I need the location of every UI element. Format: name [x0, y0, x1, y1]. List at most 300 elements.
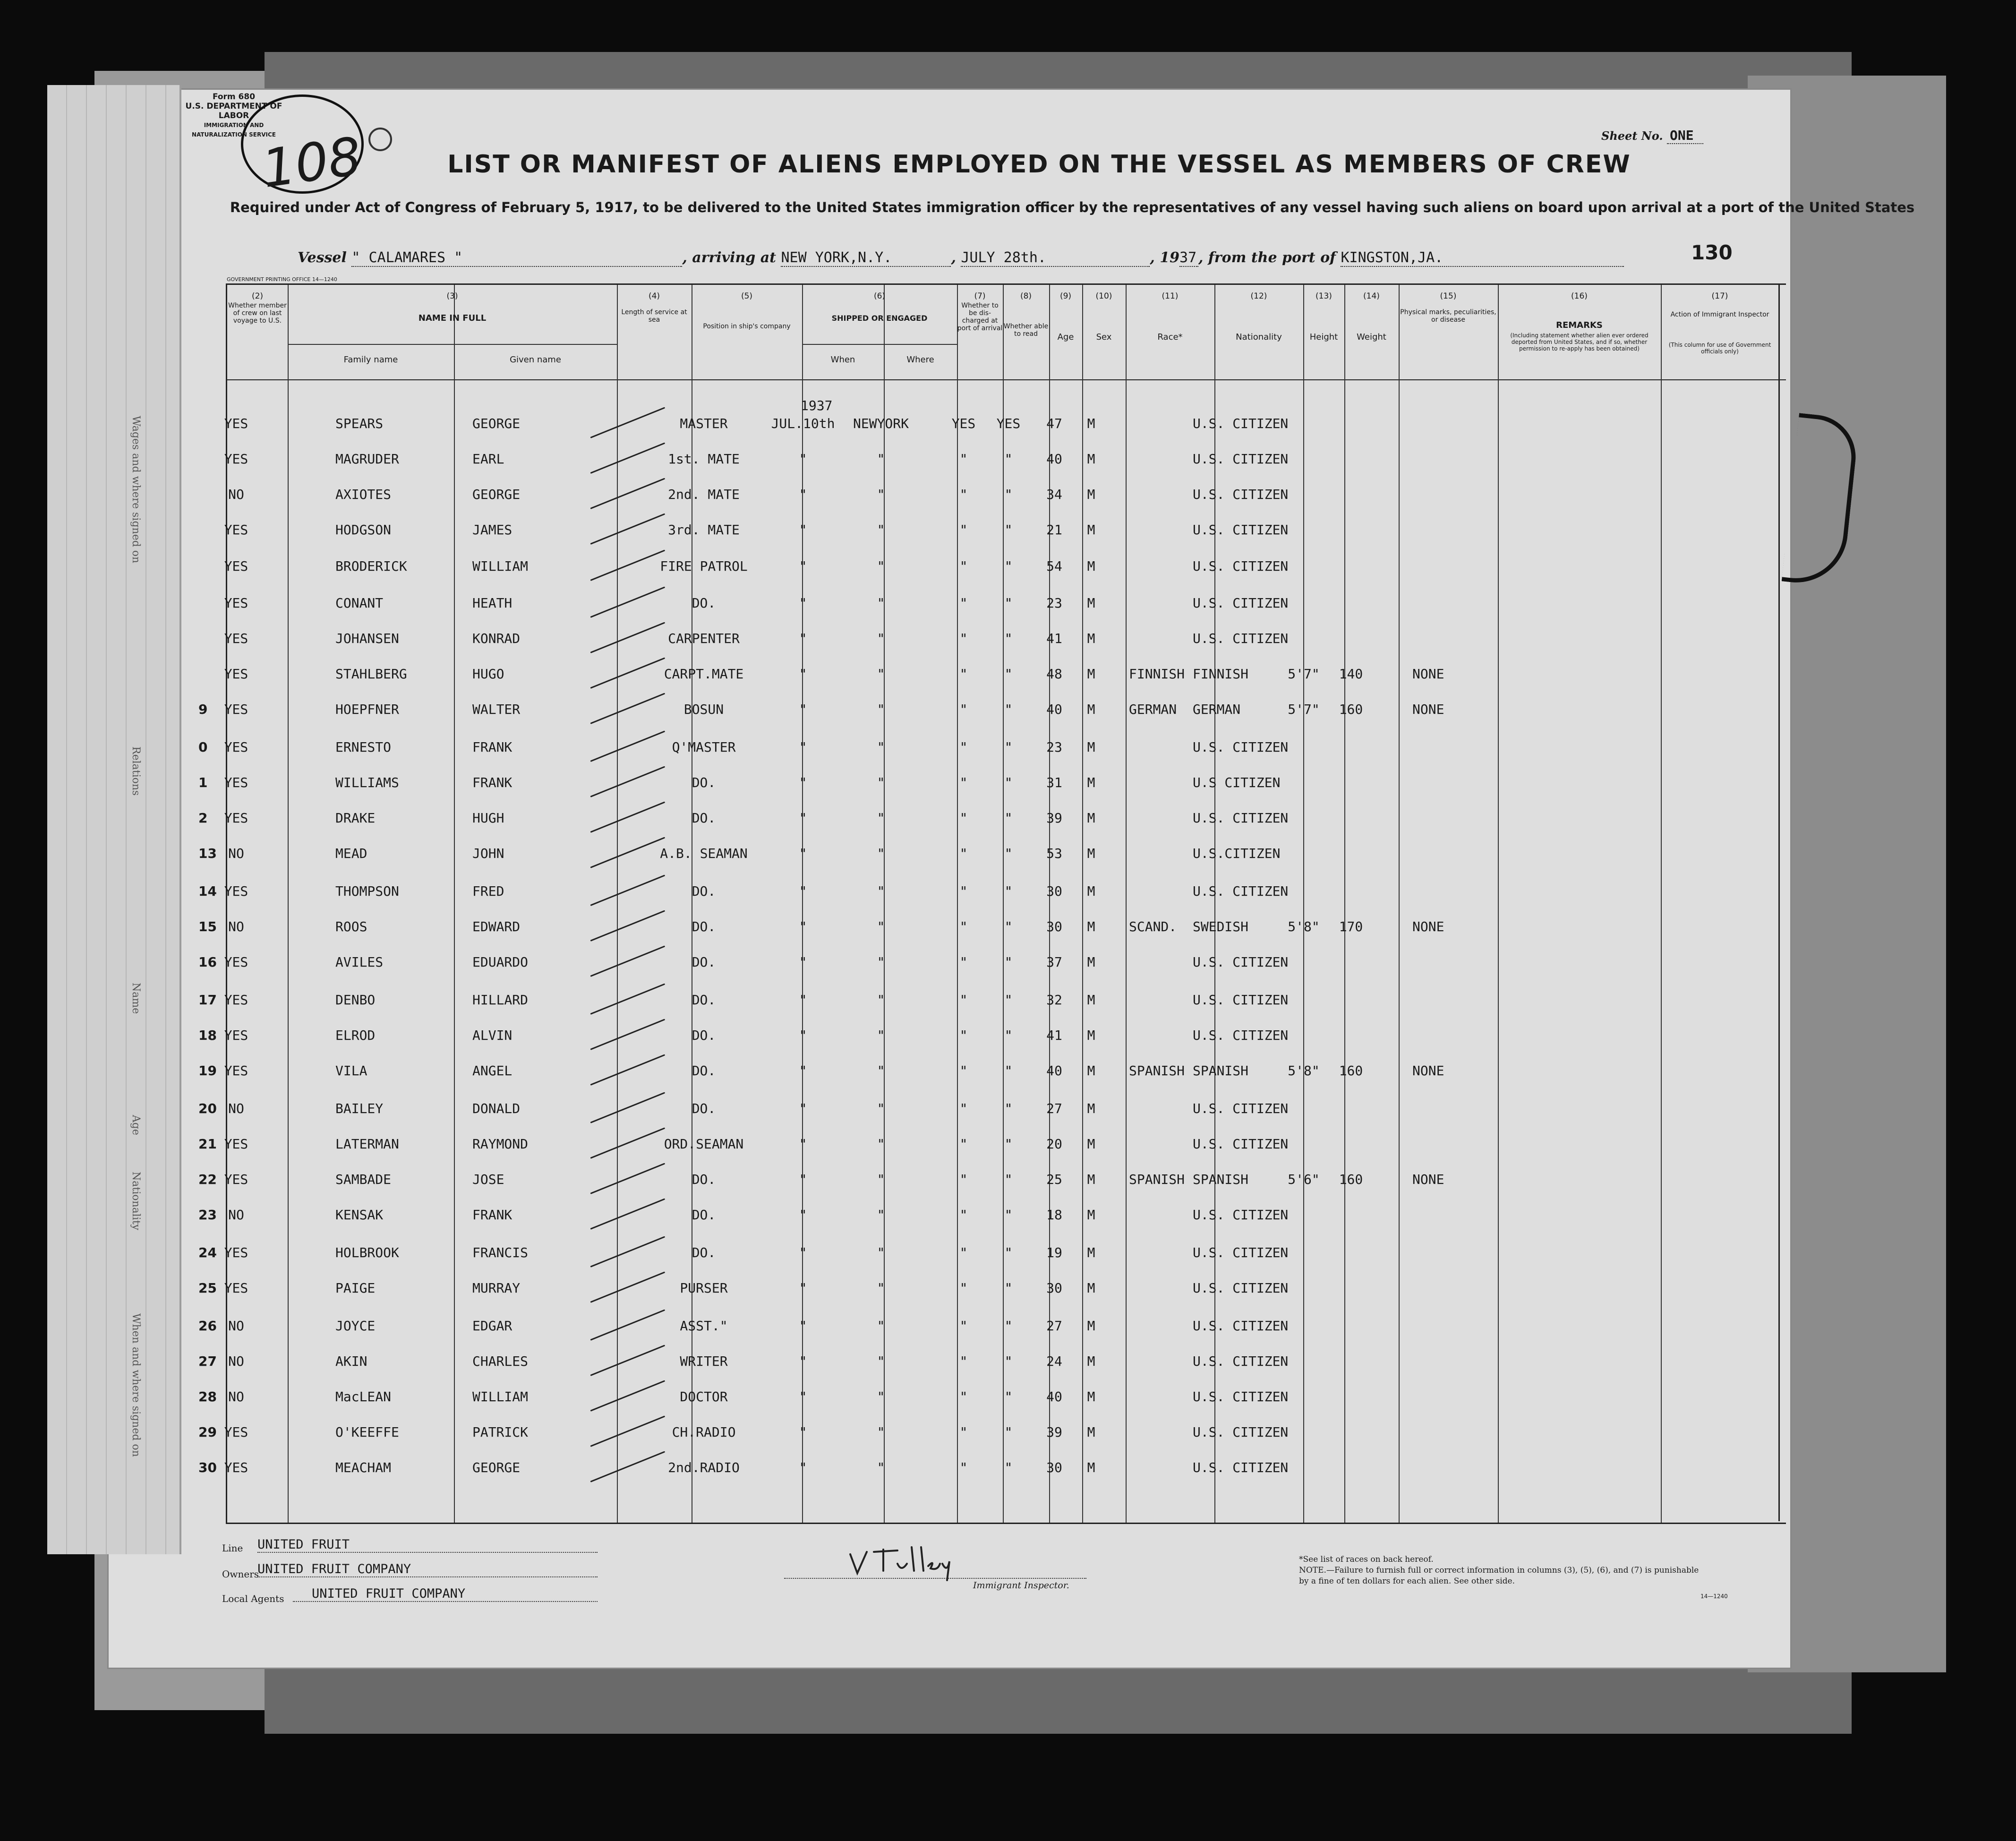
- row-number: 20: [198, 1101, 217, 1116]
- discharged-cell: ": [959, 846, 968, 861]
- sex-cell: M: [1087, 666, 1095, 682]
- shipped-when-cell: ": [799, 954, 807, 970]
- row-number: 15: [198, 919, 217, 934]
- height-cell: 5'7": [1288, 666, 1320, 682]
- col-9-number: (9): [1059, 291, 1072, 301]
- year-suffix: 37: [1179, 249, 1198, 267]
- family-name-cell: LATERMAN: [335, 1136, 399, 1152]
- shipped-where-cell: ": [877, 451, 885, 467]
- family-name-cell: MEAD: [335, 846, 367, 861]
- shipped-when-cell: ": [799, 451, 807, 467]
- family-name-cell: BRODERICK: [335, 558, 407, 574]
- age-cell: 41: [1046, 631, 1062, 646]
- owner-label: Owners: [222, 1568, 259, 1580]
- col-10-header: Sex: [1096, 332, 1112, 342]
- shipped-when-cell: JUL.10th: [771, 416, 835, 431]
- able-to-read-cell: ": [1004, 487, 1013, 502]
- shipped-when-cell: ": [799, 1063, 807, 1079]
- col-9-header: Age: [1057, 332, 1074, 342]
- nationality-cell: U.S CITIZEN: [1193, 775, 1281, 790]
- shipped-where-cell: ": [877, 954, 885, 970]
- page-subtitle: Required under Act of Congress of February 5, 1917, to be delivered to the United States immigration officer by the representatives of any vessel having such aliens on board upon arrival at a port of the United States: [230, 199, 1915, 215]
- nationality-cell: SPANISH: [1193, 1063, 1249, 1079]
- family-name-cell: MacLEAN: [335, 1389, 392, 1404]
- sex-cell: M: [1087, 846, 1095, 861]
- given-name-cell: JOHN: [472, 846, 504, 861]
- discharged-cell: ": [959, 883, 968, 899]
- shipped-where-cell: ": [877, 1353, 885, 1369]
- position-cell: CARPENTER: [668, 631, 740, 646]
- flap-label: Age: [130, 1115, 142, 1135]
- row-number: 29: [198, 1424, 217, 1440]
- col-3-family: Family name: [343, 355, 398, 365]
- given-name-cell: GEORGE: [472, 416, 521, 431]
- table-row: [0, 992, 2016, 1020]
- able-to-read-cell: ": [1004, 1136, 1013, 1152]
- owner-value: UNITED FRUIT COMPANY: [257, 1562, 598, 1577]
- shipped-where-cell: ": [877, 1063, 885, 1079]
- shipped-when-cell: ": [799, 992, 807, 1008]
- shipped-where-cell: ": [877, 846, 885, 861]
- sex-cell: M: [1087, 1101, 1095, 1116]
- nationality-cell: U.S. CITIZEN: [1193, 1280, 1289, 1296]
- family-name-cell: JOHANSEN: [335, 631, 399, 646]
- printing-office: GOVERNMENT PRINTING OFFICE 14—1240: [227, 276, 337, 283]
- nationality-cell: U.S. CITIZEN: [1193, 631, 1289, 646]
- age-cell: 27: [1046, 1318, 1062, 1334]
- able-to-read-cell: ": [1004, 1172, 1013, 1187]
- nationality-cell: FINNISH: [1193, 666, 1249, 682]
- shipped-where-cell: ": [877, 739, 885, 755]
- family-name-cell: AKIN: [335, 1353, 367, 1369]
- sex-cell: M: [1087, 1207, 1095, 1223]
- row-number: 16: [198, 954, 217, 970]
- marks-cell: NONE: [1412, 666, 1444, 682]
- able-to-read-cell: ": [1004, 1353, 1013, 1369]
- position-cell: 3rd. MATE: [668, 522, 740, 538]
- sex-cell: M: [1087, 1280, 1095, 1296]
- able-to-read-cell: ": [1004, 846, 1013, 861]
- able-to-read-cell: ": [1004, 1101, 1013, 1116]
- able-to-read-cell: ": [1004, 919, 1013, 934]
- given-name-cell: HILLARD: [472, 992, 529, 1008]
- shipped-when-cell: ": [799, 1207, 807, 1223]
- shipped-when-cell: ": [799, 1136, 807, 1152]
- sex-cell: M: [1087, 1063, 1095, 1079]
- nationality-cell: U.S. CITIZEN: [1193, 1424, 1289, 1440]
- able-to-read-cell: ": [1004, 810, 1013, 826]
- position-cell: BOSUN: [683, 702, 724, 717]
- row-number: 19: [198, 1063, 217, 1079]
- shipped-where-cell: ": [877, 1245, 885, 1260]
- prev-voyage-cell: YES: [224, 595, 248, 611]
- position-cell: MASTER: [680, 416, 728, 431]
- table-row: [0, 631, 2016, 659]
- table-row: [0, 487, 2016, 515]
- discharged-cell: ": [959, 739, 968, 755]
- nationality-cell: U.S. CITIZEN: [1193, 810, 1289, 826]
- table-row: [0, 595, 2016, 624]
- prev-voyage-cell: YES: [224, 883, 248, 899]
- able-to-read-cell: ": [1004, 1245, 1013, 1260]
- position-cell: 1st. MATE: [668, 451, 740, 467]
- prev-voyage-cell: YES: [224, 558, 248, 574]
- prev-voyage-cell: YES: [224, 992, 248, 1008]
- position-cell: DOCTOR: [680, 1389, 728, 1404]
- height-cell: 5'7": [1288, 702, 1320, 717]
- sex-cell: M: [1087, 1245, 1095, 1260]
- table-row: [0, 702, 2016, 730]
- able-to-read-cell: ": [1004, 1460, 1013, 1475]
- col-13-header: Height: [1309, 332, 1338, 342]
- discharged-cell: ": [959, 1318, 968, 1334]
- nationality-cell: U.S. CITIZEN: [1193, 558, 1289, 574]
- shipped-where-cell: ": [877, 631, 885, 646]
- prev-voyage-cell: NO: [228, 1318, 244, 1334]
- nationality-cell: GERMAN: [1193, 702, 1241, 717]
- able-to-read-cell: ": [1004, 666, 1013, 682]
- able-to-read-cell: ": [1004, 595, 1013, 611]
- col-3-header: NAME IN FULL: [418, 313, 487, 323]
- shipped-when-cell: ": [799, 1101, 807, 1116]
- col-16-number: (16): [1571, 291, 1588, 301]
- nationality-cell: U.S. CITIZEN: [1193, 1101, 1289, 1116]
- sex-cell: M: [1087, 1389, 1095, 1404]
- shipped-when-cell: ": [799, 1389, 807, 1404]
- age-cell: 40: [1046, 1063, 1062, 1079]
- nationality-cell: U.S. CITIZEN: [1193, 1318, 1289, 1334]
- prev-voyage-cell: NO: [228, 1207, 244, 1223]
- able-to-read-cell: ": [1004, 1028, 1013, 1043]
- shipped-where-cell: ": [877, 1207, 885, 1223]
- shipped-where-cell: ": [877, 1280, 885, 1296]
- age-cell: 23: [1046, 595, 1062, 611]
- position-cell: ORD.SEAMAN: [664, 1136, 744, 1152]
- shipped-when-cell: ": [799, 1318, 807, 1334]
- table-row: [0, 1389, 2016, 1417]
- header-rule: [227, 379, 1786, 380]
- table-row: [0, 846, 2016, 874]
- discharged-cell: ": [959, 451, 968, 467]
- prev-voyage-cell: YES: [224, 1424, 248, 1440]
- position-cell: DO.: [692, 992, 716, 1008]
- sex-cell: M: [1087, 487, 1095, 502]
- shipped-where-cell: ": [877, 1460, 885, 1475]
- sex-cell: M: [1087, 919, 1095, 934]
- age-cell: 25: [1046, 1172, 1062, 1187]
- col-12-number: (12): [1250, 291, 1267, 301]
- table-row: [0, 1136, 2016, 1165]
- shipped-where-cell: ": [877, 883, 885, 899]
- age-cell: 23: [1046, 739, 1062, 755]
- family-name-cell: ELROD: [335, 1028, 376, 1043]
- col-7-header: Whether to be dis-charged at port of arrival: [957, 302, 1003, 332]
- position-cell: DO.: [692, 1172, 716, 1187]
- nationality-cell: U.S. CITIZEN: [1193, 522, 1289, 538]
- row-number: 17: [198, 992, 217, 1008]
- given-name-cell: FRED: [472, 883, 504, 899]
- shipped-where-cell: ": [877, 992, 885, 1008]
- able-to-read-cell: ": [1004, 739, 1013, 755]
- given-name-cell: JOSE: [472, 1172, 504, 1187]
- prev-voyage-cell: YES: [224, 702, 248, 717]
- nationality-cell: U.S. CITIZEN: [1193, 595, 1289, 611]
- table-row: [0, 1172, 2016, 1200]
- shipped-where-cell: ": [877, 1028, 885, 1043]
- able-to-read-cell: YES: [996, 416, 1021, 431]
- shipped-when-cell: ": [799, 1460, 807, 1475]
- age-cell: 21: [1046, 522, 1062, 538]
- sex-cell: M: [1087, 739, 1095, 755]
- shipped-where-cell: ": [877, 919, 885, 934]
- family-name-cell: HODGSON: [335, 522, 392, 538]
- shipped-when-cell: ": [799, 522, 807, 538]
- position-cell: WRITER: [680, 1353, 728, 1369]
- given-name-cell: GEORGE: [472, 1460, 521, 1475]
- position-cell: CH.RADIO: [672, 1424, 736, 1440]
- department-name: U.S. DEPARTMENT OF LABOR: [185, 102, 282, 120]
- height-cell: 5'6": [1288, 1172, 1320, 1187]
- sex-cell: M: [1087, 883, 1095, 899]
- shipped-where-cell: ": [877, 1136, 885, 1152]
- able-to-read-cell: ": [1004, 883, 1013, 899]
- nationality-cell: U.S. CITIZEN: [1193, 487, 1289, 502]
- arriving-label: , arriving at: [682, 249, 777, 266]
- given-name-cell: FRANK: [472, 1207, 513, 1223]
- position-cell: DO.: [692, 1245, 716, 1260]
- prev-voyage-cell: YES: [224, 631, 248, 646]
- able-to-read-cell: ": [1004, 522, 1013, 538]
- sex-cell: M: [1087, 775, 1095, 790]
- prev-voyage-cell: YES: [224, 451, 248, 467]
- shipped-when-cell: ": [799, 739, 807, 755]
- table-row: [0, 1245, 2016, 1273]
- col-10-number: (10): [1095, 291, 1112, 301]
- year-note: 1937: [801, 398, 833, 413]
- prev-voyage-cell: YES: [224, 739, 248, 755]
- family-name-cell: MAGRUDER: [335, 451, 399, 467]
- shipped-where-cell: ": [877, 522, 885, 538]
- family-name-cell: ROOS: [335, 919, 367, 934]
- nationality-cell: U.S. CITIZEN: [1193, 883, 1289, 899]
- shipped-when-cell: ": [799, 702, 807, 717]
- prev-voyage-cell: YES: [224, 1063, 248, 1079]
- col-17-header: Action of Immigrant Inspector: [1670, 311, 1769, 318]
- col-7-number: (7): [974, 291, 986, 301]
- shipped-where-cell: ": [877, 775, 885, 790]
- shipped-when-cell: ": [799, 487, 807, 502]
- position-cell: DO.: [692, 1101, 716, 1116]
- sex-cell: M: [1087, 1172, 1095, 1187]
- table-row: [0, 1063, 2016, 1091]
- weight-cell: 170: [1339, 919, 1363, 934]
- col-5-header: Position in ship's company: [703, 323, 791, 330]
- shipped-where-cell: ": [877, 666, 885, 682]
- family-name-cell: PAIGE: [335, 1280, 376, 1296]
- shipped-where-cell: ": [877, 1172, 885, 1187]
- age-cell: 30: [1046, 1460, 1062, 1475]
- given-name-cell: MURRAY: [472, 1280, 521, 1296]
- sex-cell: M: [1087, 558, 1095, 574]
- given-name-cell: DONALD: [472, 1101, 521, 1116]
- prev-voyage-cell: NO: [228, 1353, 244, 1369]
- shipped-where-cell: ": [877, 487, 885, 502]
- discharged-cell: ": [959, 1424, 968, 1440]
- age-cell: 53: [1046, 846, 1062, 861]
- family-name-cell: HOEPFNER: [335, 702, 399, 717]
- sex-cell: M: [1087, 416, 1095, 431]
- discharged-cell: ": [959, 631, 968, 646]
- line-label: Line: [222, 1542, 243, 1554]
- table-row: [0, 1353, 2016, 1382]
- col-17-subheader: (This column for use of Government officials only): [1668, 342, 1771, 355]
- col-17-number: (17): [1711, 291, 1728, 301]
- sex-cell: M: [1087, 1424, 1095, 1440]
- shipped-when-cell: ": [799, 595, 807, 611]
- position-cell: CARPT.MATE: [664, 666, 744, 682]
- age-cell: 54: [1046, 558, 1062, 574]
- vessel-name: " CALAMARES ": [351, 249, 682, 267]
- shipped-when-cell: ": [799, 1245, 807, 1260]
- family-name-cell: VILA: [335, 1063, 367, 1079]
- able-to-read-cell: ": [1004, 451, 1013, 467]
- age-cell: 48: [1046, 666, 1062, 682]
- nationality-cell: U.S. CITIZEN: [1193, 954, 1289, 970]
- age-cell: 32: [1046, 992, 1062, 1008]
- nationality-cell: U.S. CITIZEN: [1193, 416, 1289, 431]
- row-number: 26: [198, 1318, 217, 1334]
- prev-voyage-cell: NO: [228, 919, 244, 934]
- row-number: 27: [198, 1353, 217, 1369]
- position-cell: DO.: [692, 1063, 716, 1079]
- col-14-header: Weight: [1357, 332, 1386, 342]
- sex-cell: M: [1087, 1028, 1095, 1043]
- discharged-cell: ": [959, 522, 968, 538]
- sex-cell: M: [1087, 1353, 1095, 1369]
- circled-number-text: 108: [258, 126, 365, 199]
- col-11-header: Race*: [1157, 332, 1183, 342]
- given-name-cell: FRANCIS: [472, 1245, 529, 1260]
- given-name-cell: EDWARD: [472, 919, 521, 934]
- shipped-when-cell: ": [799, 919, 807, 934]
- weight-cell: 160: [1339, 1063, 1363, 1079]
- ring-mark: [368, 128, 392, 151]
- nationality-cell: U.S. CITIZEN: [1193, 1207, 1289, 1223]
- position-cell: DO.: [692, 810, 716, 826]
- col-15-number: (15): [1440, 291, 1457, 301]
- discharged-cell: ": [959, 702, 968, 717]
- table-row: [0, 1424, 2016, 1453]
- col-2-number: (2): [251, 291, 264, 301]
- nationality-cell: SWEDISH: [1193, 919, 1249, 934]
- nationality-cell: U.S. CITIZEN: [1193, 451, 1289, 467]
- sex-cell: M: [1087, 992, 1095, 1008]
- family-name-cell: DENBO: [335, 992, 376, 1008]
- nationality-cell: U.S. CITIZEN: [1193, 1460, 1289, 1475]
- family-name-cell: SPEARS: [335, 416, 384, 431]
- table-row: [0, 883, 2016, 912]
- discharged-cell: ": [959, 1101, 968, 1116]
- row-number: 2: [198, 810, 208, 826]
- shipped-where-cell: ": [877, 810, 885, 826]
- age-cell: 30: [1046, 1280, 1062, 1296]
- races-note: *See list of races on back hereof.: [1299, 1555, 1434, 1564]
- col-8-number: (8): [1020, 291, 1032, 301]
- col-16-header: REMARKS: [1556, 320, 1603, 330]
- nationality-cell: U.S. CITIZEN: [1193, 1245, 1289, 1260]
- discharged-cell: ": [959, 1280, 968, 1296]
- given-name-cell: FRANK: [472, 739, 513, 755]
- given-name-cell: HUGH: [472, 810, 504, 826]
- nationality-cell: U.S. CITIZEN: [1193, 992, 1289, 1008]
- family-name-cell: BAILEY: [335, 1101, 384, 1116]
- col-16-subheader: (Including statement whether alien ever ordered deported from United States, and if so, whether permission to re-apply has been obtained): [1510, 332, 1649, 352]
- family-name-cell: AXIOTES: [335, 487, 392, 502]
- position-cell: 2nd.RADIO: [668, 1460, 740, 1475]
- prev-voyage-cell: YES: [224, 810, 248, 826]
- shipped-when-cell: ": [799, 1353, 807, 1369]
- sex-cell: M: [1087, 1460, 1095, 1475]
- prev-voyage-cell: NO: [228, 1389, 244, 1404]
- age-cell: 37: [1046, 954, 1062, 970]
- sex-cell: M: [1087, 451, 1095, 467]
- able-to-read-cell: ": [1004, 1207, 1013, 1223]
- table-row: [0, 1318, 2016, 1346]
- penalty-note: NOTE.—Failure to furnish full or correct information in columns (3), (5), (6), and (7) is punishable by a fine of ten dollars for each alien. See other side.: [1299, 1566, 1699, 1586]
- prev-voyage-cell: YES: [224, 1028, 248, 1043]
- race-cell: FINNISH: [1129, 666, 1185, 682]
- table-row: [0, 666, 2016, 694]
- shipped-when-cell: ": [799, 883, 807, 899]
- weight-cell: 160: [1339, 1172, 1363, 1187]
- marks-cell: NONE: [1412, 1063, 1444, 1079]
- year-prefix: , 19: [1150, 249, 1180, 266]
- col-4-number: (4): [648, 291, 660, 301]
- given-name-cell: CHARLES: [472, 1353, 529, 1369]
- table-row: [0, 1101, 2016, 1129]
- sheet-number-value: ONE: [1667, 128, 1703, 144]
- discharged-cell: ": [959, 487, 968, 502]
- age-cell: 47: [1046, 416, 1062, 431]
- shipped-when-cell: ": [799, 846, 807, 861]
- family-name-cell: STAHLBERG: [335, 666, 407, 682]
- col-5-number: (5): [741, 291, 753, 301]
- from-label: , from the port of: [1198, 249, 1336, 266]
- sex-cell: M: [1087, 595, 1095, 611]
- sex-cell: M: [1087, 954, 1095, 970]
- row-number: 30: [198, 1460, 217, 1475]
- row-number: 14: [198, 883, 217, 899]
- nationality-cell: U.S. CITIZEN: [1193, 1028, 1289, 1043]
- nationality-cell: U.S. CITIZEN: [1193, 1353, 1289, 1369]
- weight-cell: 140: [1339, 666, 1363, 682]
- race-cell: GERMAN: [1129, 702, 1177, 717]
- shipped-where-cell: ": [877, 1101, 885, 1116]
- race-cell: SPANISH: [1129, 1172, 1185, 1187]
- sex-cell: M: [1087, 631, 1095, 646]
- table-row: [0, 558, 2016, 587]
- given-name-cell: WILLIAM: [472, 1389, 529, 1404]
- age-cell: 30: [1046, 919, 1062, 934]
- given-name-cell: KONRAD: [472, 631, 521, 646]
- age-cell: 27: [1046, 1101, 1062, 1116]
- col-6-number: (6): [873, 291, 886, 301]
- family-name-cell: SAMBADE: [335, 1172, 392, 1187]
- table-row: [0, 1460, 2016, 1488]
- sex-cell: M: [1087, 522, 1095, 538]
- position-cell: DO.: [692, 883, 716, 899]
- circled-number: [241, 94, 365, 199]
